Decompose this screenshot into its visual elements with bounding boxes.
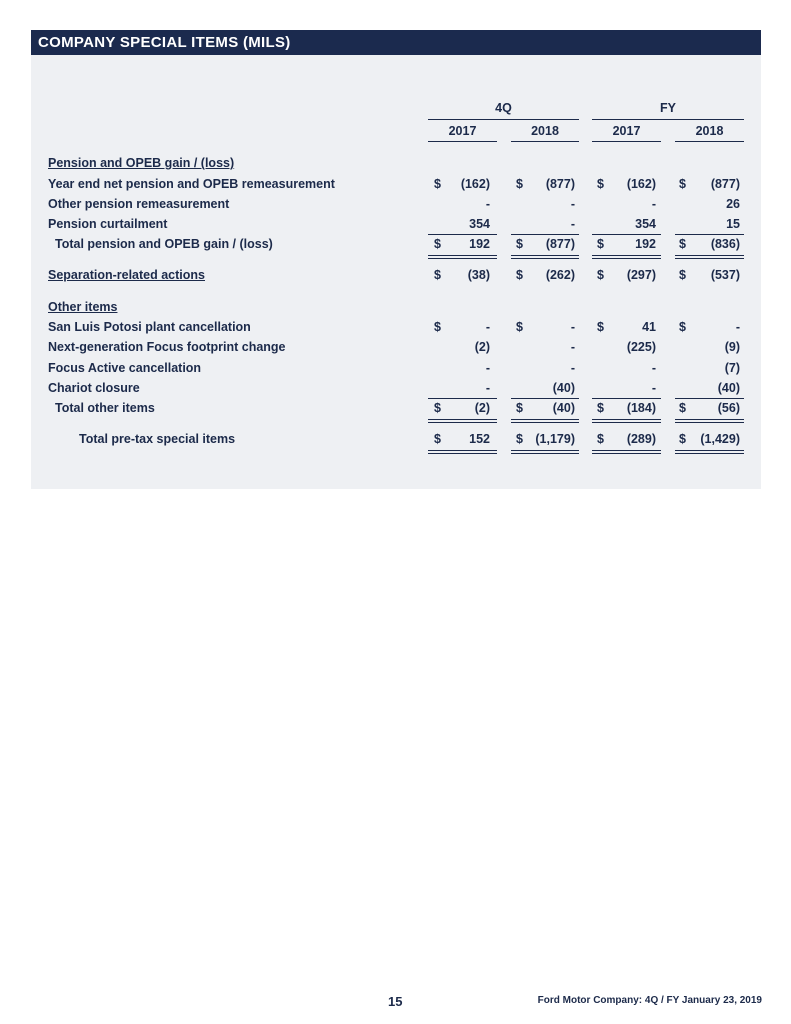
cell-value: 354 — [469, 217, 490, 231]
cell-value: - — [485, 361, 490, 375]
currency-symbol: $ — [434, 401, 441, 415]
cell-value: (56) — [717, 401, 740, 415]
column-group-fy: FY — [660, 101, 676, 115]
total-double-rule — [592, 419, 661, 423]
cell-value: - — [735, 320, 740, 334]
currency-symbol: $ — [516, 237, 523, 251]
cell-value: - — [485, 320, 490, 334]
cell-value: - — [570, 320, 575, 334]
subtotal-rule — [675, 234, 744, 235]
cell-value: (297) — [626, 268, 656, 282]
currency-symbol: $ — [679, 432, 686, 446]
currency-symbol: $ — [597, 401, 604, 415]
section-title-bar: COMPANY SPECIAL ITEMS (MILS) — [31, 30, 761, 55]
total-double-rule — [428, 419, 497, 423]
row-label: Total other items — [55, 401, 155, 415]
cell-value: (40) — [717, 381, 740, 395]
column-header-year: 2017 — [448, 124, 477, 138]
currency-symbol: $ — [597, 177, 604, 191]
cell-value: (836) — [710, 237, 740, 251]
currency-symbol: $ — [679, 177, 686, 191]
subtotal-rule — [675, 398, 744, 399]
cell-value: (184) — [626, 401, 656, 415]
row-label: Total pension and OPEB gain / (loss) — [55, 237, 273, 251]
row-label: Year end net pension and OPEB remeasurement — [48, 177, 335, 191]
total-double-rule — [428, 450, 497, 454]
cell-value: - — [651, 197, 656, 211]
cell-value: - — [570, 197, 575, 211]
currency-symbol: $ — [516, 177, 523, 191]
currency-symbol: $ — [434, 177, 441, 191]
currency-symbol: $ — [597, 268, 604, 282]
currency-symbol: $ — [597, 320, 604, 334]
currency-symbol: $ — [516, 320, 523, 334]
cell-value: (38) — [467, 268, 490, 282]
cell-value: (1,429) — [700, 432, 740, 446]
cell-value: - — [570, 361, 575, 375]
subtotal-rule — [511, 234, 579, 235]
currency-symbol: $ — [516, 268, 523, 282]
total-double-rule — [675, 419, 744, 423]
year-underline — [428, 141, 497, 142]
currency-symbol: $ — [434, 268, 441, 282]
cell-value: 15 — [726, 217, 740, 231]
subtotal-rule — [428, 234, 497, 235]
cell-value: 26 — [726, 197, 740, 211]
year-underline — [675, 141, 744, 142]
currency-symbol: $ — [679, 268, 686, 282]
cell-value: (877) — [545, 237, 575, 251]
cell-value: (40) — [552, 381, 575, 395]
cell-value: - — [651, 361, 656, 375]
cell-value: - — [485, 197, 490, 211]
total-double-rule — [675, 450, 744, 454]
cell-value: 192 — [635, 237, 656, 251]
cell-value: - — [570, 340, 575, 354]
subtotal-rule — [592, 234, 661, 235]
year-underline — [592, 141, 661, 142]
row-label: Other pension remeasurement — [48, 197, 230, 211]
total-double-rule — [675, 255, 744, 259]
total-double-rule — [511, 255, 579, 259]
subtotal-rule — [428, 398, 497, 399]
cell-value: 192 — [469, 237, 490, 251]
cell-value: (2) — [474, 401, 490, 415]
row-label: Pension curtailment — [48, 217, 168, 231]
row-label: Total pre-tax special items — [79, 432, 236, 446]
cell-value: (7) — [724, 361, 740, 375]
cell-value: - — [570, 217, 575, 231]
page-number: 15 — [388, 994, 403, 1009]
group-underline — [592, 119, 744, 120]
currency-symbol: $ — [679, 320, 686, 334]
row-label: Separation-related actions — [48, 268, 205, 282]
column-header-year: 2018 — [695, 124, 724, 138]
currency-symbol: $ — [597, 237, 604, 251]
subtotal-rule — [592, 398, 661, 399]
currency-symbol: $ — [597, 432, 604, 446]
row-label: Next-generation Focus footprint change — [48, 340, 286, 354]
row-label: San Luis Potosi plant cancellation — [48, 320, 251, 334]
currency-symbol: $ — [679, 401, 686, 415]
cell-value: (1,179) — [535, 432, 575, 446]
cell-value: 354 — [635, 217, 656, 231]
cell-value: - — [651, 381, 656, 395]
cell-value: (225) — [626, 340, 656, 354]
cell-value: (262) — [545, 268, 575, 282]
column-group-4q: 4Q — [495, 101, 512, 115]
cell-value: (162) — [460, 177, 490, 191]
currency-symbol: $ — [434, 432, 441, 446]
cell-value: 41 — [642, 320, 656, 334]
cell-value: 152 — [469, 432, 490, 446]
row-label: Chariot closure — [48, 381, 140, 395]
year-underline — [511, 141, 579, 142]
cell-value: - — [485, 381, 490, 395]
cell-value: (537) — [710, 268, 740, 282]
currency-symbol: $ — [516, 401, 523, 415]
total-double-rule — [592, 255, 661, 259]
total-double-rule — [592, 450, 661, 454]
total-double-rule — [511, 450, 579, 454]
cell-value: (877) — [710, 177, 740, 191]
column-header-year: 2018 — [531, 124, 559, 138]
currency-symbol: $ — [516, 432, 523, 446]
currency-symbol: $ — [434, 320, 441, 334]
row-label: Other items — [48, 300, 118, 314]
total-double-rule — [511, 419, 579, 423]
group-underline — [428, 119, 579, 120]
cell-value: (40) — [552, 401, 575, 415]
row-label: Pension and OPEB gain / (loss) — [48, 156, 235, 170]
cell-value: (162) — [626, 177, 656, 191]
cell-value: (2) — [474, 340, 490, 354]
column-header-year: 2017 — [612, 124, 641, 138]
cell-value: (289) — [626, 432, 656, 446]
subtotal-rule — [511, 398, 579, 399]
currency-symbol: $ — [679, 237, 686, 251]
total-double-rule — [428, 255, 497, 259]
cell-value: (877) — [545, 177, 575, 191]
cell-value: (9) — [724, 340, 740, 354]
currency-symbol: $ — [434, 237, 441, 251]
footer-text: Ford Motor Company: 4Q / FY January 23, 2019 — [537, 995, 762, 1006]
row-label: Focus Active cancellation — [48, 361, 202, 375]
